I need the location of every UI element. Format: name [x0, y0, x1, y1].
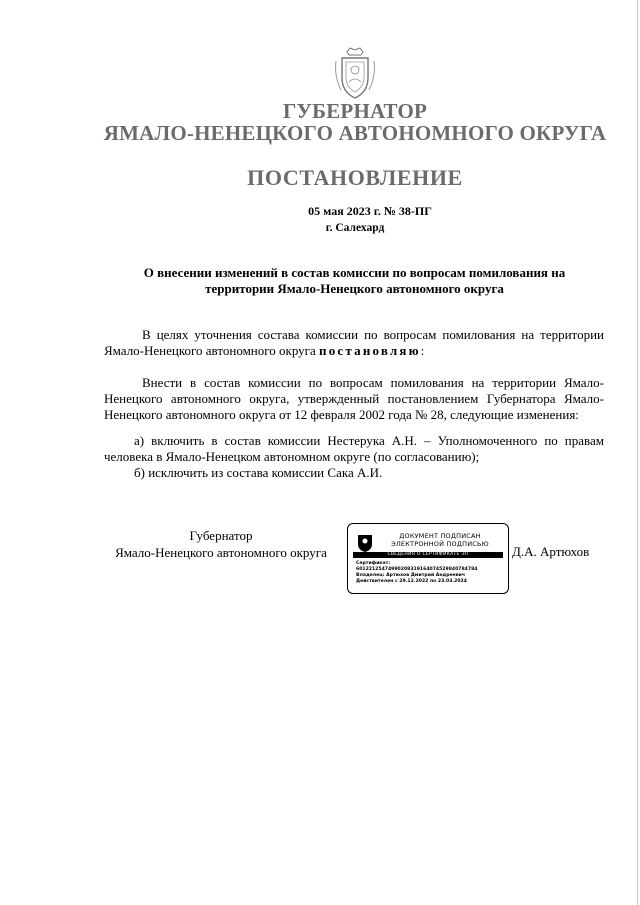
paragraph-preamble: [104, 327, 604, 359]
header-governor: ГУБЕРНАТОР: [282, 99, 428, 123]
preamble-end: :: [420, 343, 425, 358]
resolution-word: постановляю: [319, 343, 421, 358]
stamp-heading-1: ДОКУМЕНТ ПОДПИСАН: [399, 532, 481, 540]
preamble-text: В целях уточнения состава комиссии по вопросам помилования на территории Ямало-Ненецкого автономного округа: [104, 327, 604, 358]
coat-of-arms-small-icon: [356, 531, 374, 553]
stamp-owner: Владелец: Артюхов Дмитрий Андреевич: [356, 573, 466, 578]
stamp-validity: Действителен с 29.12.2022 по 23.03.2024: [356, 579, 467, 584]
signatory-title-line2: Ямало-Ненецкого автономного округа: [115, 545, 327, 560]
signatory-title-line1: Губернатор: [189, 528, 253, 543]
signatory-title: [100, 527, 342, 561]
paragraph-main: Внести в состав комиссии по вопросам помилования на территории Ямало-Ненецкого автономного округа, утвержденный постановлением Губернатора Ямало-Ненецкого автономного округа от 12 февраля 2002 года № 28, следующие изменения:: [104, 375, 604, 422]
coat-of-arms-icon: [333, 46, 377, 102]
stamp-cert-label: Сертификат:: [356, 561, 391, 566]
stamp-cert-number: 6012212547499020831916407452984078478​4: [356, 567, 478, 572]
header-region: ЯМАЛО-НЕНЕЦКОГО АВТОНОМНОГО ОКРУГА: [103, 121, 607, 145]
city: г. Салехард: [325, 222, 385, 234]
signatory-name: Д.А. Артюхов: [512, 544, 590, 559]
electronic-signature-stamp: [347, 523, 509, 594]
list-item-b: б) исключить из состава комиссии Сака А.И.: [134, 465, 383, 480]
document-subject: О внесении изменений в состав комиссии по вопросам помилования на территории Ямало-Ненецкого автономного округа: [143, 265, 566, 296]
stamp-info-bar: СВЕДЕНИЯ О СЕРТИФИКАТЕ ЭП: [353, 552, 503, 558]
stamp-heading-2: ЭЛЕКТРОННОЙ ПОДПИСЬЮ: [391, 540, 489, 548]
date-number: 05 мая 2023 г. № 38-ПГ: [308, 204, 432, 218]
list-item-a: а) включить в состав комиссии Нестерука А.Н. – Уполномоченного по правам человека в Ямало-Ненецком автономном округе (по согласованию);: [104, 433, 604, 464]
document-type: ПОСТАНОВЛЕНИЕ: [247, 165, 463, 190]
